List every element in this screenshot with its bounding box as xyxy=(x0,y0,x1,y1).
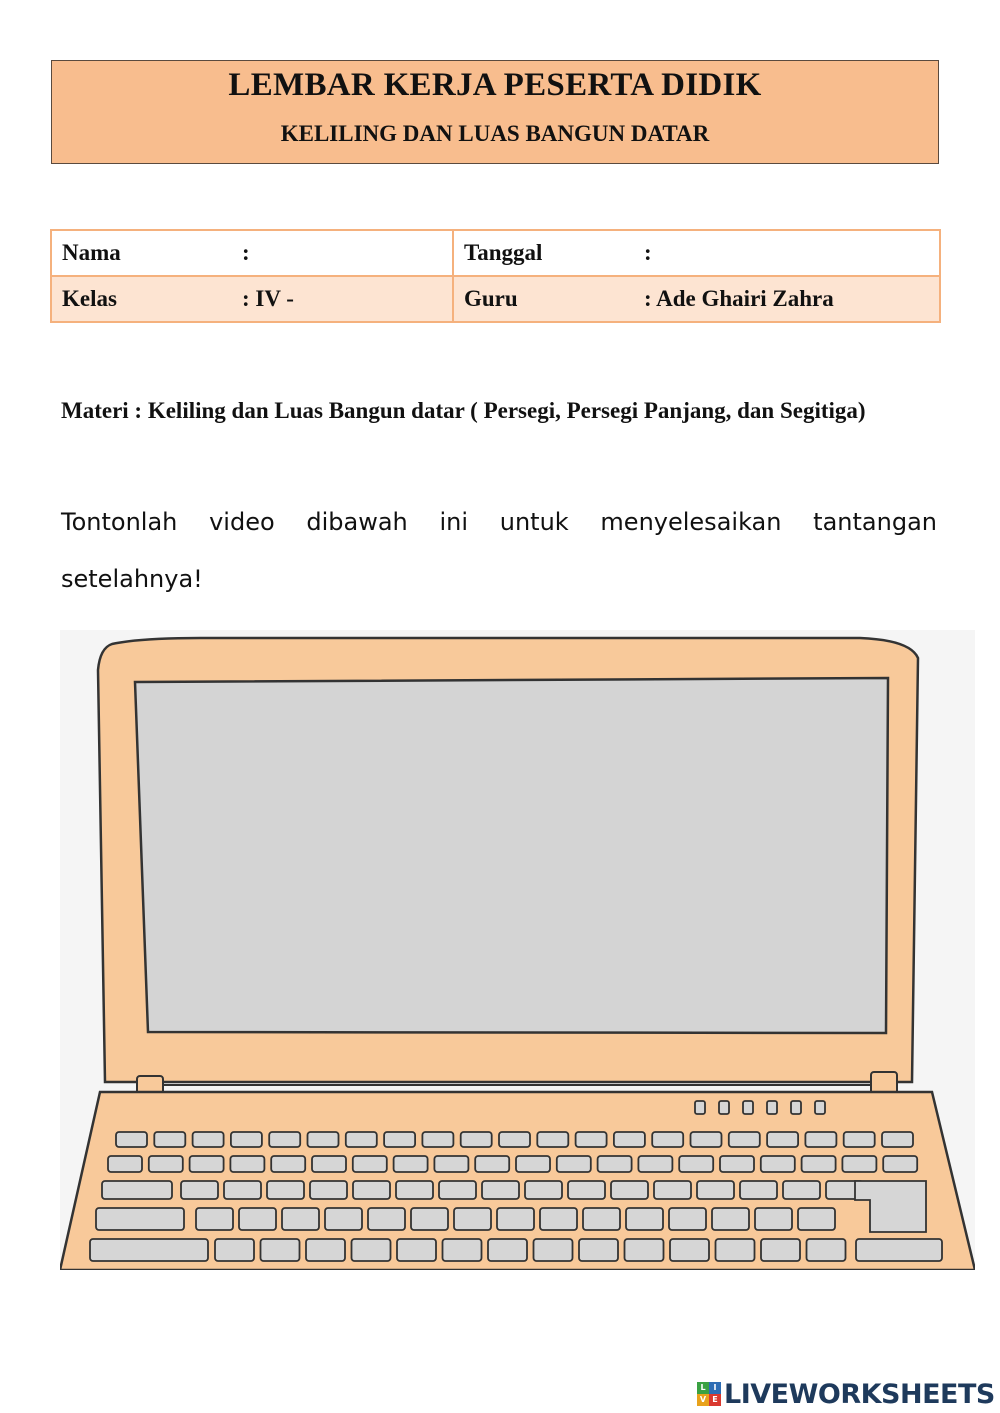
keyboard-key xyxy=(740,1181,777,1199)
logo-letter: L xyxy=(697,1382,709,1394)
keyboard-key xyxy=(443,1239,482,1261)
keyboard-key xyxy=(196,1208,233,1230)
keyboard-key xyxy=(325,1208,362,1230)
keyboard-key xyxy=(384,1132,415,1147)
keyboard-key xyxy=(679,1156,713,1172)
keyboard-key xyxy=(116,1132,147,1147)
keyboard-key xyxy=(720,1156,754,1172)
keyboard-key xyxy=(516,1156,550,1172)
keyboard-key xyxy=(282,1208,319,1230)
keyboard-key xyxy=(261,1239,300,1261)
liveworksheets-logo-icon xyxy=(697,1382,721,1406)
keyboard-key xyxy=(882,1132,913,1147)
keyboard-key xyxy=(269,1132,300,1147)
keyboard-key xyxy=(396,1181,433,1199)
keyboard-key xyxy=(579,1239,618,1261)
keyboard-key xyxy=(497,1208,534,1230)
keyboard-key xyxy=(239,1208,276,1230)
keyboard-key xyxy=(537,1132,568,1147)
keyboard-key xyxy=(102,1181,172,1199)
keyboard-key xyxy=(454,1208,491,1230)
keyboard-key xyxy=(149,1156,183,1172)
keyboard-key xyxy=(475,1156,509,1172)
keyboard-key xyxy=(154,1132,185,1147)
student-info-table xyxy=(50,229,941,323)
keyboard-key xyxy=(353,1156,387,1172)
keyboard-key xyxy=(883,1156,917,1172)
keyboard-key xyxy=(798,1208,835,1230)
keyboard-key xyxy=(499,1132,530,1147)
keyboard-key xyxy=(397,1239,436,1261)
keyboard-key xyxy=(783,1181,820,1199)
keyboard-key xyxy=(346,1132,377,1147)
liveworksheets-brand[interactable] xyxy=(697,1376,995,1412)
keyboard-key xyxy=(312,1156,346,1172)
keyboard-key xyxy=(576,1132,607,1147)
keyboard-key xyxy=(807,1239,846,1261)
info-row xyxy=(51,276,940,322)
keyboard-key xyxy=(108,1156,142,1172)
laptop-screen xyxy=(135,678,888,1033)
keyboard-key xyxy=(652,1132,683,1147)
keyboard-key xyxy=(434,1156,468,1172)
keyboard-key xyxy=(856,1239,942,1261)
keyboard-key xyxy=(224,1181,261,1199)
keyboard-key xyxy=(568,1181,605,1199)
keyboard-key xyxy=(271,1156,305,1172)
keyboard-key xyxy=(310,1181,347,1199)
laptop-illustration-icon xyxy=(60,630,975,1270)
keyboard-key xyxy=(193,1132,224,1147)
keyboard-key xyxy=(755,1208,792,1230)
keyboard-key xyxy=(306,1239,345,1261)
keyboard-key xyxy=(583,1208,620,1230)
keyboard-key xyxy=(805,1132,836,1147)
info-row xyxy=(51,230,940,276)
tanggal-cell[interactable] xyxy=(453,230,940,276)
keyboard-key xyxy=(802,1156,836,1172)
keyboard-key xyxy=(368,1208,405,1230)
keyboard-key xyxy=(411,1208,448,1230)
brand-name: LIVEWORKSHEETS xyxy=(724,1378,995,1410)
keyboard-key xyxy=(654,1181,691,1199)
kelas-value: : IV - xyxy=(242,286,294,311)
keyboard-key xyxy=(422,1132,453,1147)
instruction-text: Tontonlah video dibawah ini untuk menyelesaikan tantangan setelahnya! xyxy=(61,508,937,593)
nama-label: Nama xyxy=(62,240,121,265)
keyboard-key xyxy=(96,1208,184,1230)
keyboard-key xyxy=(215,1239,254,1261)
kelas-cell[interactable] xyxy=(51,276,453,322)
keyboard-key xyxy=(181,1181,218,1199)
keyboard-key xyxy=(614,1132,645,1147)
keyboard-key xyxy=(598,1156,632,1172)
materi-text: Materi : Keliling dan Luas Bangun datar ( Persegi, Persegi Panjang, dan Segitiga) xyxy=(61,398,866,423)
keyboard-key xyxy=(625,1239,664,1261)
keyboard-key xyxy=(697,1181,734,1199)
keyboard-key xyxy=(231,1132,262,1147)
keyboard-key xyxy=(482,1181,519,1199)
keyboard-key xyxy=(691,1132,722,1147)
keyboard-key xyxy=(761,1156,795,1172)
logo-letter: I xyxy=(709,1382,721,1394)
keyboard-key xyxy=(761,1239,800,1261)
keyboard-key xyxy=(230,1156,264,1172)
nama-value: : xyxy=(242,240,250,265)
tanggal-label: Tanggal xyxy=(464,240,543,265)
keyboard-key xyxy=(267,1181,304,1199)
keyboard-key xyxy=(488,1239,527,1261)
tanggal-value: : xyxy=(644,240,652,265)
keyboard-key xyxy=(308,1132,339,1147)
keyboard-key xyxy=(540,1208,577,1230)
worksheet-title: LEMBAR KERJA PESERTA DIDIK xyxy=(228,67,762,103)
kelas-label: Kelas xyxy=(62,286,117,311)
guru-value: : Ade Ghairi Zahra xyxy=(644,286,834,311)
nama-cell[interactable] xyxy=(51,230,453,276)
keyboard-key xyxy=(670,1239,709,1261)
keyboard-key xyxy=(767,1132,798,1147)
keyboard-key xyxy=(729,1132,760,1147)
keyboard-key xyxy=(352,1239,391,1261)
worksheet-subtitle: KELILING DAN LUAS BANGUN DATAR xyxy=(280,121,710,146)
keyboard-key xyxy=(439,1181,476,1199)
keyboard-key xyxy=(669,1208,706,1230)
hinge-right xyxy=(871,1072,897,1094)
keyboard-key xyxy=(190,1156,224,1172)
guru-cell xyxy=(453,276,940,322)
keyboard-key xyxy=(842,1156,876,1172)
keyboard-key xyxy=(353,1181,390,1199)
keyboard-key xyxy=(525,1181,562,1199)
keyboard-key xyxy=(557,1156,591,1172)
keyboard-key xyxy=(534,1239,573,1261)
keyboard-key xyxy=(611,1181,648,1199)
keyboard-key xyxy=(461,1132,492,1147)
keyboard-key xyxy=(626,1208,663,1230)
keyboard-key xyxy=(716,1239,755,1261)
keyboard-key xyxy=(712,1208,749,1230)
video-laptop-frame[interactable] xyxy=(60,630,975,1270)
keyboard-key xyxy=(844,1132,875,1147)
keyboard-key xyxy=(394,1156,428,1172)
logo-letter: E xyxy=(709,1394,721,1406)
keyboard-key xyxy=(638,1156,672,1172)
guru-label: Guru xyxy=(464,286,518,311)
logo-letter: V xyxy=(697,1394,709,1406)
worksheet-header xyxy=(51,60,939,164)
keyboard-key xyxy=(90,1239,208,1261)
